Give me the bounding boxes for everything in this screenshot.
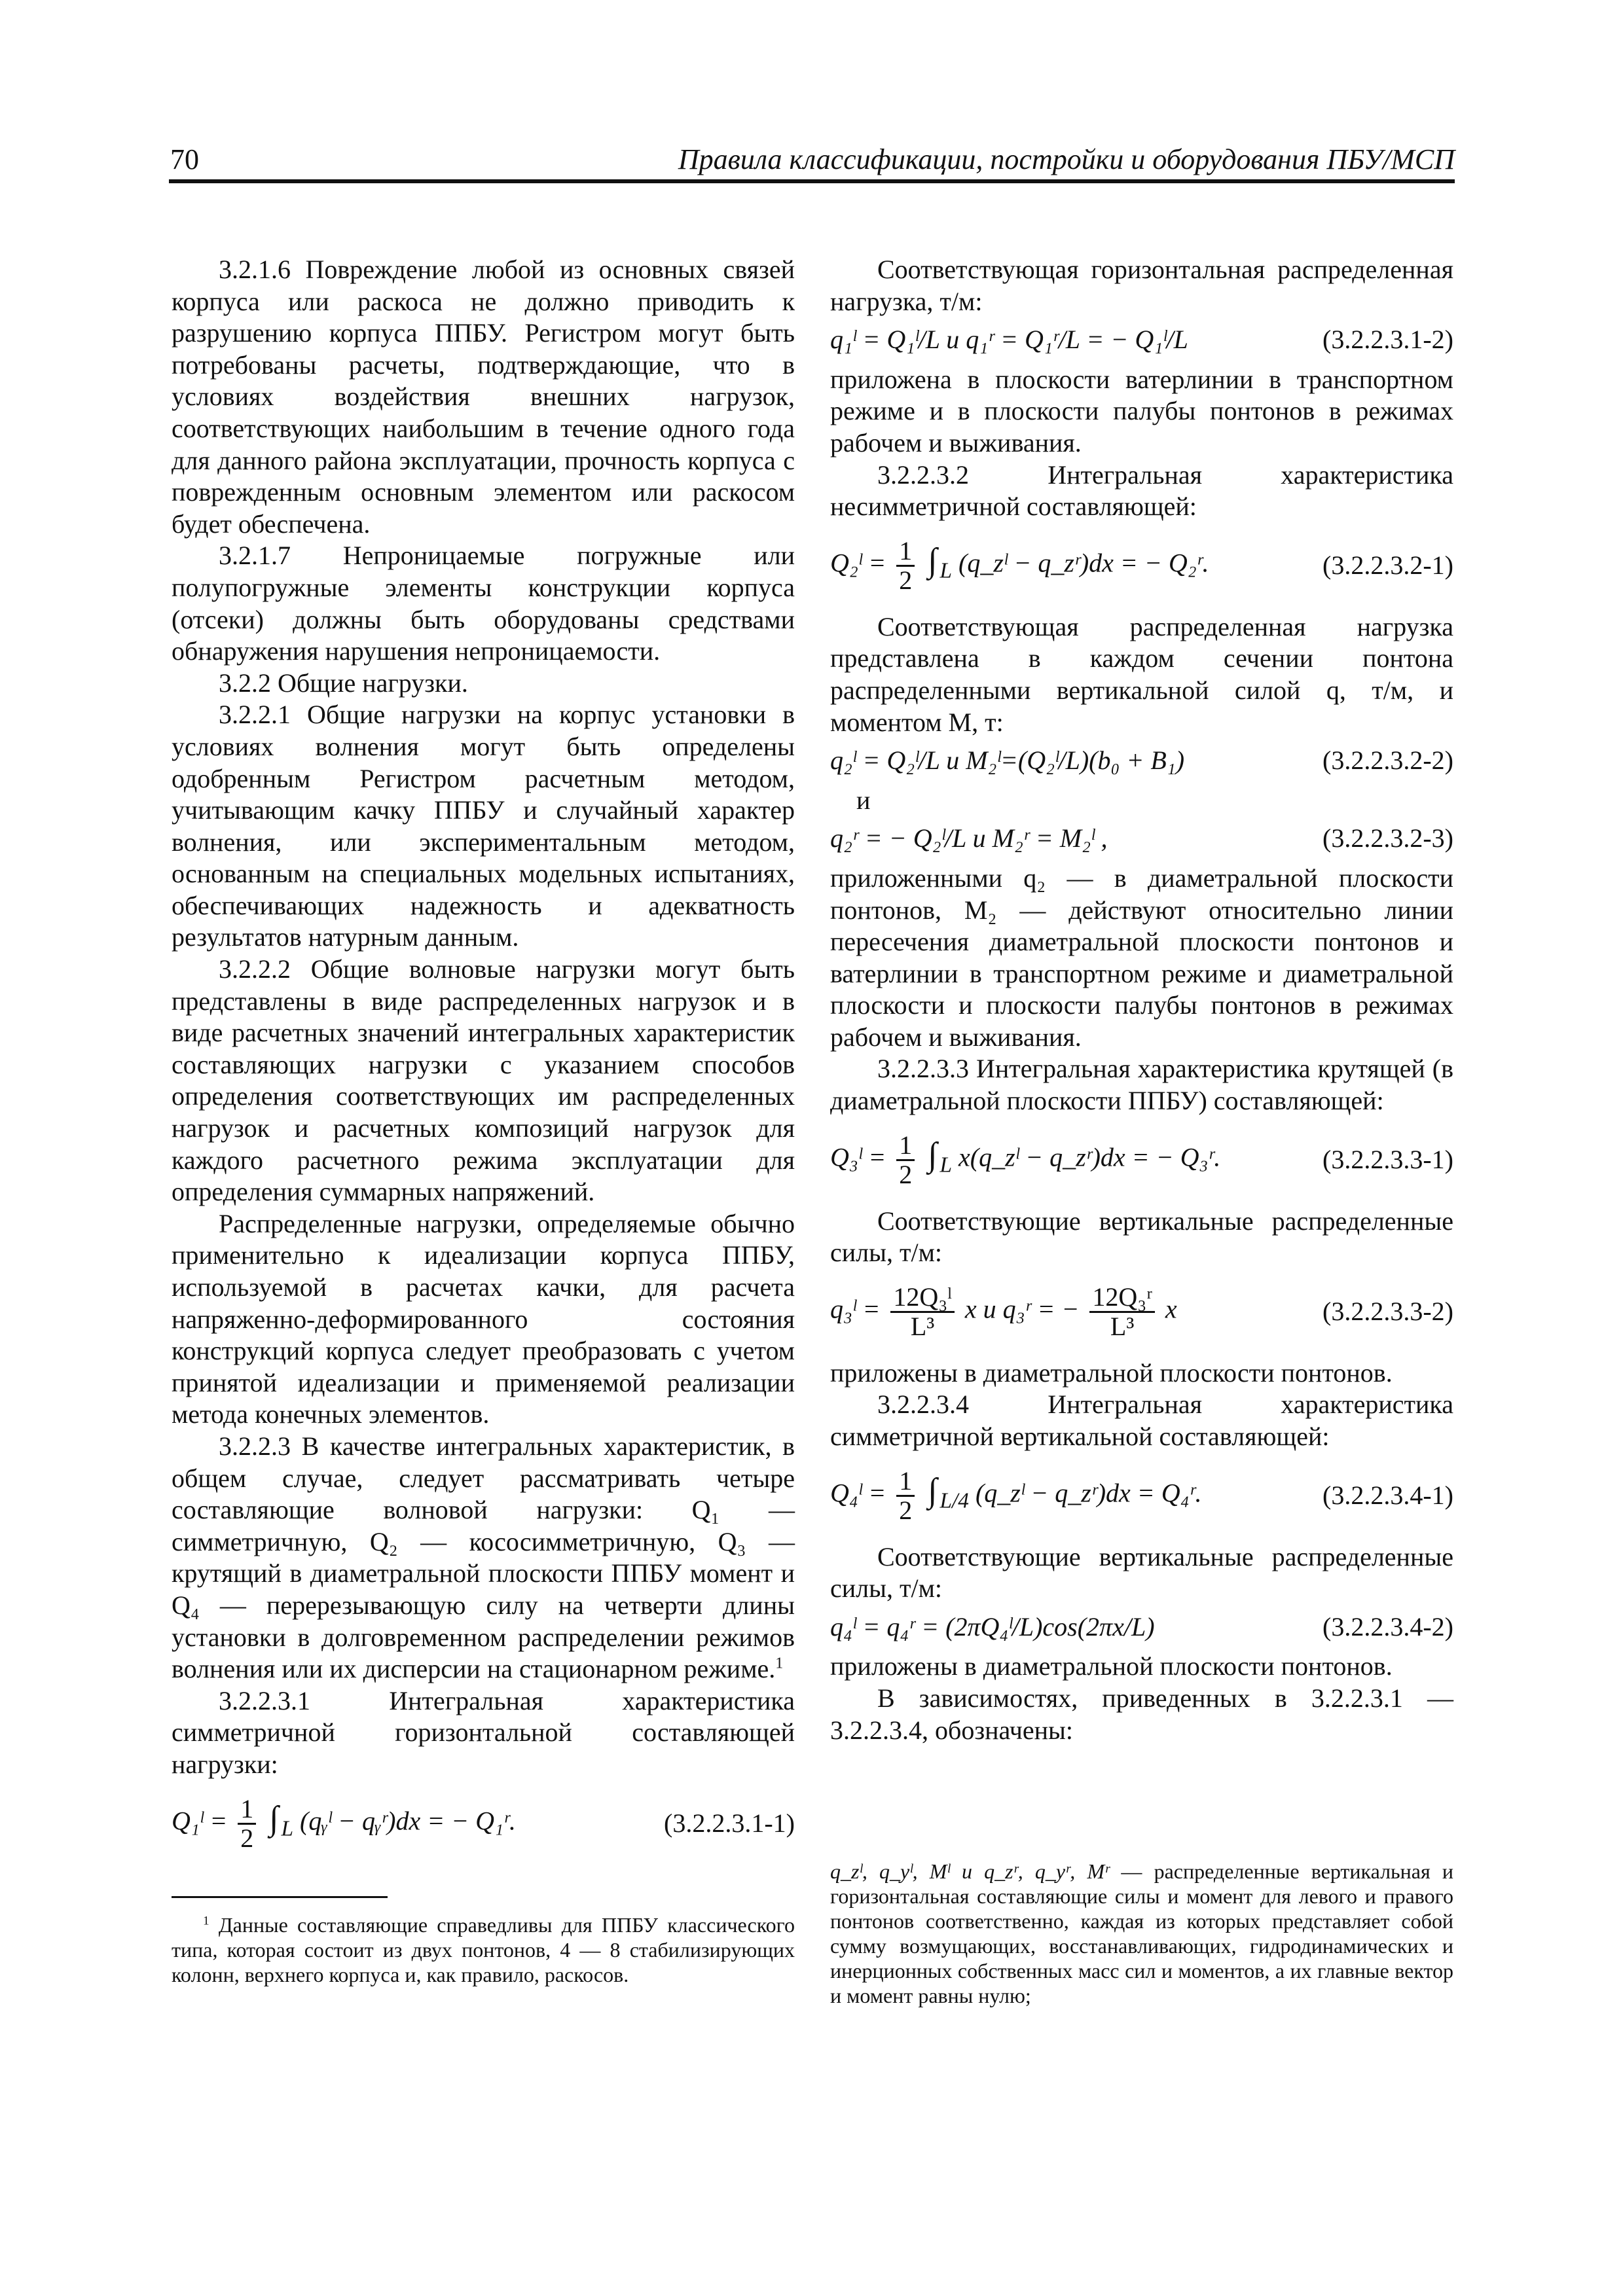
paragraph-applied-diametral-2: приложены в диаметральной плоскости понтонов. <box>830 1651 1393 1681</box>
running-title: Правила классификации, постройки и оборудования ПБУ/МСП <box>678 143 1455 175</box>
equation-number: (3.2.2.3.2-3) <box>1322 823 1453 853</box>
equation-number: (3.2.2.3.4-1) <box>1322 1480 1453 1510</box>
equation-3-2-2-3-4-1 <box>830 1467 1453 1524</box>
footnote-mark: 1 <box>203 1914 210 1928</box>
equation-number: (3.2.2.3.2-1) <box>1322 550 1453 580</box>
fraction-12q3r <box>1089 1283 1155 1340</box>
frac-num: 12Q₃ˡ <box>890 1283 954 1313</box>
integral-limit: L <box>939 558 953 583</box>
eq-body: q₂ʳ = − Q₂ˡ/L и M₂ʳ = M₂ˡ , <box>830 823 1108 853</box>
paragraph-distributed-loads: Распределенные нагрузки, определяемые обычно применительно к идеализации корпуса ППБУ, используемой в расчетах качки, для расчета напряженно-деформированного состояния конструкций корпуса следует преобразовать с учетом принятой идеализации и применяемой реализации метода конечных элементов. <box>172 1208 795 1429</box>
frac-num: 1 <box>238 1795 256 1825</box>
fraction-half <box>896 537 915 594</box>
eq-lhs: q₃ˡ = <box>830 1294 881 1324</box>
paragraph-applied-diametral: приложены в диаметральной плоскости понтонов. <box>830 1357 1393 1388</box>
frac-den: 2 <box>899 1159 913 1189</box>
frac-num: 1 <box>896 1467 915 1497</box>
paragraph-3-2-2-3-text: 3.2.2.3 В качестве интегральных характеристик, в общем случае, следует рассматривать четыре составляющие волновой нагрузки: Q₁ — симметричную, Q₂ — кососимметричную, Q₃ — крутящий в диаметральной плоскости ППБУ момент и Q₄ — перерезывающую силу на четверти длины установки в долговременном распределении режимов волнения или их дисперсии на стационарном режиме. <box>172 1431 795 1684</box>
integral-sign: ∫ <box>269 1800 279 1838</box>
fraction-half <box>896 1132 915 1189</box>
equation-number: (3.2.2.3.4-2) <box>1322 1611 1453 1641</box>
eq-lhs: Q₄ˡ = <box>830 1478 886 1508</box>
footnote <box>172 1912 795 1987</box>
integral-limit: L <box>939 1153 953 1177</box>
frac-num: 1 <box>896 537 915 567</box>
paragraph-3-2-2-2: 3.2.2.2 Общие волновые нагрузки могут быть представлены в виде распределенных нагрузок и в виде расчетных значений интегральных характеристик составляющих нагрузки с указанием способов определения соответствующих им распределенных нагрузок и расчетных композиций нагрузок для каждого расчетного режима эксплуатации для определения суммарных напряжений. <box>172 954 795 1207</box>
footnote-ref: 1 <box>775 1655 784 1672</box>
paragraph-3-2-2-3-4: 3.2.2.3.4 Интегральная характеристика симметричной вертикальной составляющей: <box>830 1390 1453 1452</box>
eq-body: q₄ˡ = q₄ʳ = (2πQ₄ˡ/L)cos(2πx/L) <box>830 1611 1155 1641</box>
equation-3-2-2-3-1-2 <box>830 324 1453 356</box>
eq-lhs: Q₁ˡ = <box>172 1806 228 1836</box>
integral-sign: ∫ <box>928 542 938 580</box>
footnote-divider <box>172 1896 388 1898</box>
eq-body: q₁ˡ = Q₁ˡ/L и q₁ʳ = Q₁ʳ/L = − Q₁ˡ/L <box>830 325 1188 355</box>
frac-den: 2 <box>899 1495 913 1525</box>
eq-rhs: (q_zˡ − q_zʳ)dx = Q₄ʳ. <box>975 1478 1202 1508</box>
legend-entry <box>830 1859 1453 2008</box>
paragraph-horizontal-load: Соответствующая горизонтальная распределенная нагрузка, т/м: <box>830 255 1453 316</box>
integral-limit: L <box>281 1816 294 1841</box>
paragraph-3-2-2-1: 3.2.2.1 Общие нагрузки на корпус установки в условиях волнения могут быть определены одобренным Регистром расчетным методом, учитывающим качку ППБУ и случайный характер волнения, или экспериментальным методом, основанным на специальных модельных испытаниях, обеспечивающих надежность и адекватность результатов натурным данным. <box>172 700 795 952</box>
equation-3-2-2-3-2-1 <box>830 537 1453 594</box>
paragraph-3-2-1-6: 3.2.1.6 Повреждение любой из основных связей корпуса или раскоса не должно приводить к разрушению корпуса ППБУ. Регистром могут быть потребованы расчеты, подтверждающие, что в условиях воздействия внешних нагрузок, соответствующих наибольшим в течение одного года для данного района эксплуатации, прочность корпуса с поврежденным основным элементом или раскосом будет обеспечена. <box>172 255 795 539</box>
notation-legend <box>830 1859 1453 2008</box>
eq-lhs: Q₃ˡ = <box>830 1142 886 1172</box>
equation-number: (3.2.2.3.1-2) <box>1322 325 1453 355</box>
eq-end: x <box>1165 1294 1177 1324</box>
footnote-text <box>172 1912 795 1987</box>
footnote-body: Данные составляющие справедливы для ППБУ классического типа, которая состоит из двух понтонов, 4 — 8 стабилизирующих колонн, верхнего корпуса и, как правило, раскосов. <box>172 1913 795 1986</box>
frac-den: L³ <box>910 1311 935 1341</box>
conjunction-and: и <box>856 785 871 815</box>
paragraph-3-2-1-7: 3.2.1.7 Непроницаемые погружные или полупогружные элементы конструкции корпуса (отсеки) должны быть оборудованы средствами обнаружения нарушения непроницаемости. <box>172 541 795 666</box>
section-heading-3-2-2: 3.2.2 Общие нагрузки. <box>219 668 468 698</box>
paragraph-applied: приложена в плоскости ватерлинии в транспортном режиме и в плоскости палубы понтонов в режимах рабочем и выживания. <box>830 364 1453 457</box>
frac-num: 1 <box>896 1132 915 1161</box>
right-column <box>830 254 1453 1746</box>
page-header <box>169 143 1455 183</box>
integral-sign: ∫ <box>928 1472 938 1510</box>
fraction-12q3l <box>890 1283 954 1340</box>
frac-den: 2 <box>899 565 913 595</box>
integral-limit: L/4 <box>939 1488 969 1513</box>
equation-3-2-2-3-4-2 <box>830 1611 1453 1643</box>
equation-number: (3.2.2.3.1-1) <box>664 1808 795 1838</box>
page-number: 70 <box>170 143 199 175</box>
frac-den: 2 <box>240 1823 254 1853</box>
fraction-half <box>896 1467 915 1524</box>
fraction-half <box>238 1795 256 1852</box>
integral-sign: ∫ <box>928 1136 938 1174</box>
paragraph-vertical-forces: Соответствующие вертикальные распределенные силы, т/м: <box>830 1206 1453 1268</box>
frac-num: 12Q₃ʳ <box>1089 1283 1155 1313</box>
paragraph-3-2-2-3-2: 3.2.2.3.2 Интегральная характеристика несимметричной составляющей: <box>830 459 1453 522</box>
left-column <box>172 254 795 1869</box>
eq-rhs: (qᵧˡ − qᵧʳ)dx = − Q₁ʳ. <box>300 1806 516 1836</box>
equation-number: (3.2.2.3.3-1) <box>1322 1144 1453 1174</box>
paragraph-applied-q2: приложенными q₂ — в диаметральной плоскости понтонов, M₂ — действуют относительно линии пересечения диаметральной плоскости понтонов и ватерлинии в транспортном режиме и диаметральной плоскости и плоскости палубы понтонов в режимах рабочем и выживания. <box>830 863 1453 1052</box>
eq-middle: x и q₃ʳ = − <box>964 1294 1080 1324</box>
paragraph-notation-intro: В зависимостях, приведенных в 3.2.2.3.1 — 3.2.2.3.4, обозначены: <box>830 1683 1453 1745</box>
legend-symbols: q_zˡ, q_yˡ, Mˡ и q_zʳ, q_yʳ, Mʳ <box>830 1859 1110 1883</box>
legend-text: — распределенные вертикальная и горизонтальная составляющие силы и момент для левого и правого понтонов соответственно, каждая из которых представляет собой сумму возмущающих, восстанавливающих, гидродинамических и инерционных собственных масс сил и моментов, а их главные вектор и момент равны нулю; <box>830 1859 1454 2007</box>
frac-den: L³ <box>1110 1311 1135 1341</box>
equation-3-2-2-3-2-3 <box>830 823 1453 855</box>
equation-3-2-2-3-3-1 <box>830 1132 1453 1189</box>
paragraph-vertical-forces-2: Соответствующие вертикальные распределенные силы, т/м: <box>830 1541 1453 1604</box>
equation-number: (3.2.2.3.2-2) <box>1322 745 1453 776</box>
equation-3-2-2-3-3-2 <box>830 1283 1453 1340</box>
eq-rhs: x(q_zˡ − q_zʳ)dx = − Q₃ʳ. <box>958 1142 1221 1172</box>
paragraph-distributed-load-q: Соответствующая распределенная нагрузка представлена в каждом сечении понтона распределенными вертикальной силой q, т/м, и моментом M, т: <box>830 611 1453 737</box>
eq-body: q₂ˡ = Q₂ˡ/L и M₂ˡ=(Q₂ˡ/L)(b₀ + B₁) <box>830 745 1185 776</box>
paragraph-3-2-2-3 <box>172 1431 795 1685</box>
paragraph-3-2-2-3-3: 3.2.2.3.3 Интегральная характеристика крутящей (в диаметральной плоскости ППБУ) составляющей: <box>830 1054 1453 1116</box>
equation-3-2-2-3-1-1 <box>172 1795 795 1852</box>
equation-number: (3.2.2.3.3-2) <box>1322 1297 1453 1327</box>
eq-rhs: (q_zˡ − q_zʳ)dx = − Q₂ʳ. <box>958 548 1209 578</box>
equation-3-2-2-3-2-2 <box>830 745 1453 777</box>
eq-lhs: Q₂ˡ = <box>830 548 886 578</box>
paragraph-3-2-2-3-1: 3.2.2.3.1 Интегральная характеристика симметричной горизонтальной составляющей нагрузки: <box>172 1685 795 1779</box>
